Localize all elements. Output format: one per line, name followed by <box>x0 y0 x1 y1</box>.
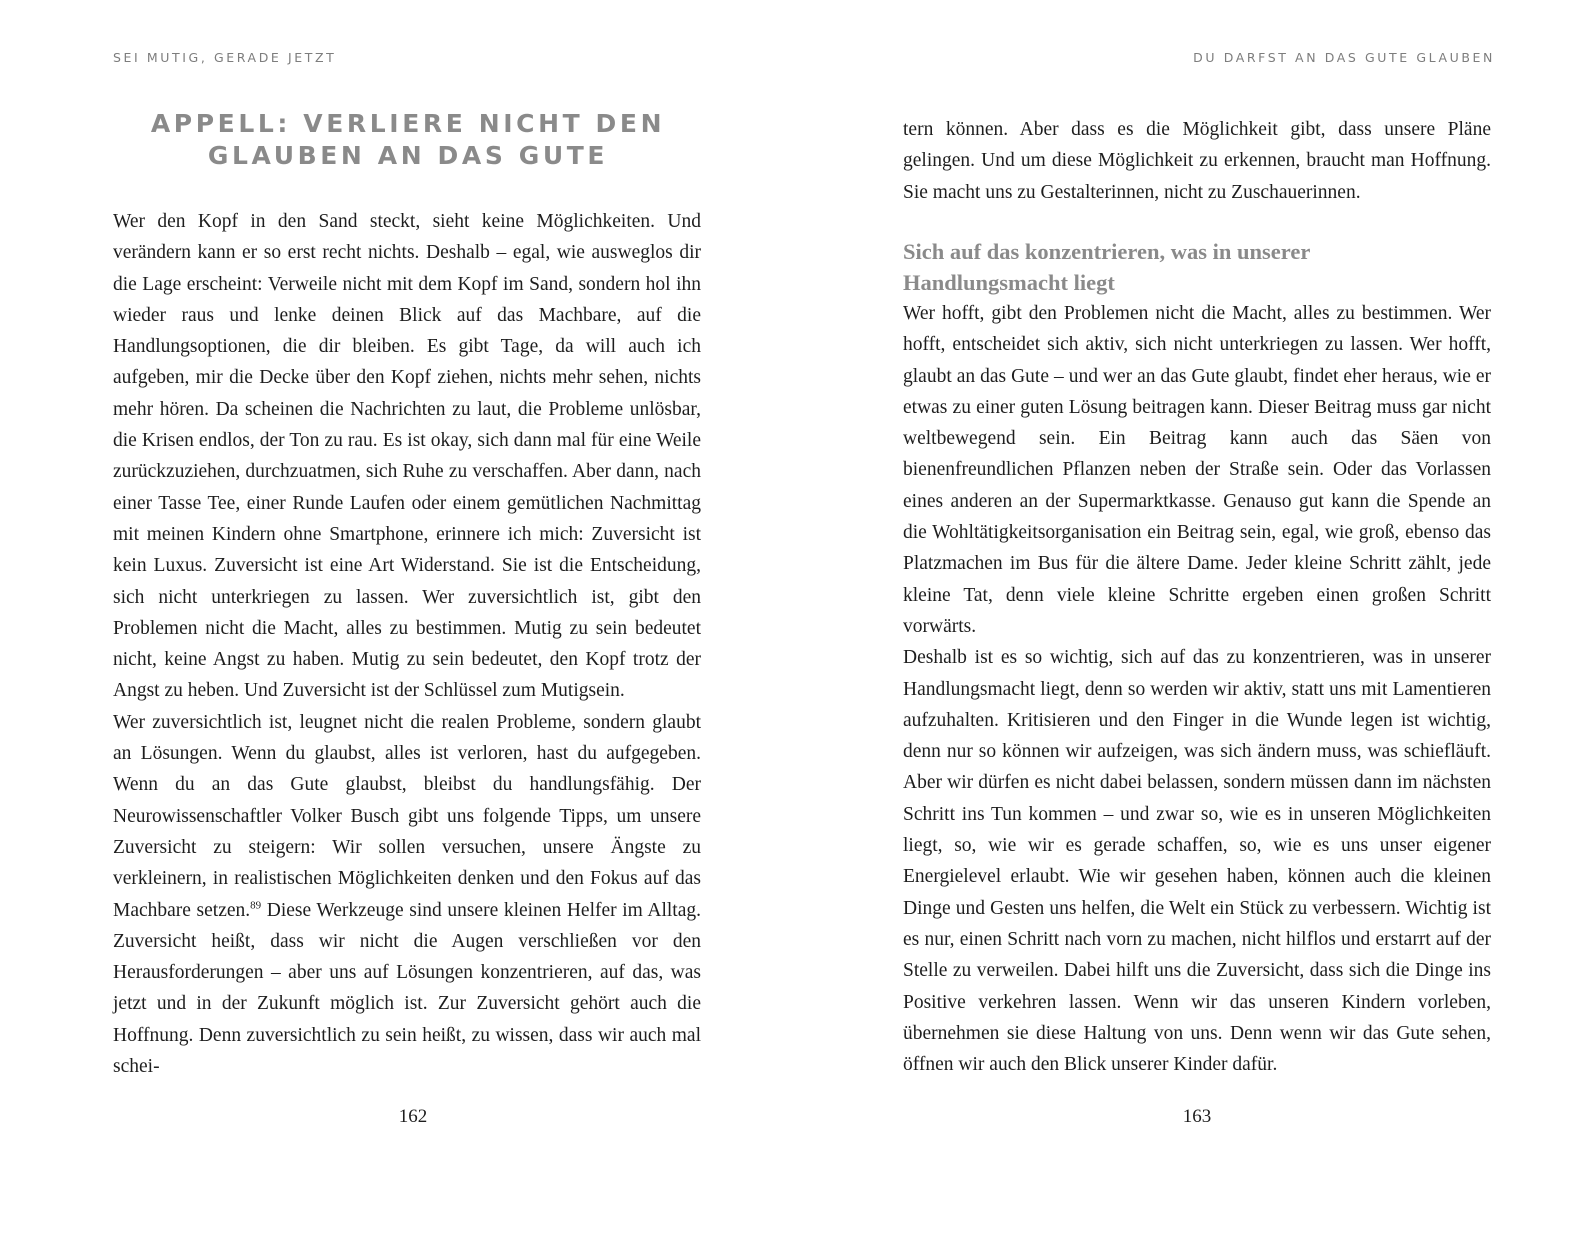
left-body-text <box>113 206 701 1082</box>
right-page <box>797 0 1594 1240</box>
right-paragraph-2: Wer hofft, gibt den Problemen nicht die Macht, alles zu bestimmen. Wer hofft, entscheidet sich aktiv, sich nicht unterkriegen zu lassen. Wer hofft, glaubt an das Gute – und wer an das Gute glaubt, findet eher heraus, wie er etwas zu einer guten Lösung beitragen kann. Dieser Beitrag muss gar nicht weltbewegend sein. Ein Beitrag kann auch das Säen von bienenfreundlichen Pflanzen neben der Straße sein. Oder das Vorlassen eines anderen an der Supermarktkasse. Genauso gut kann die Spende an die Wohltätigkeitsorganisation ein Beitrag sein, egal, wie groß, ebenso das Platzmachen im Bus für die ältere Dame. Jeder kleine Schritt zählt, jede kleine Tat, denn viele kleine Schritte ergeben einen großen Schritt vorwärts. <box>903 303 1491 637</box>
subheading-line-1: Sich auf das konzentrieren, was in unserer <box>903 239 1311 264</box>
left-paragraph-2 <box>113 707 701 1083</box>
running-head-right: DU DARFST AN DAS GUTE GLAUBEN <box>1193 50 1495 65</box>
page-number-right: 163 <box>1182 1106 1212 1127</box>
right-body-text-top <box>903 114 1491 208</box>
section-subheading <box>903 236 1503 298</box>
footnote-marker[interactable]: 89 <box>250 899 262 912</box>
right-body-text-bottom <box>903 298 1491 1080</box>
chapter-title-line-2: GLAUBEN AN DAS GUTE <box>207 141 609 170</box>
subheading-line-2: Handlungsmacht liegt <box>903 270 1115 295</box>
page-number-left: 162 <box>398 1106 428 1127</box>
chapter-title-line-1: APPELL: VERLIERE NICHT DEN <box>150 109 666 138</box>
right-paragraph-1: tern können. Aber dass es die Möglichkeit gibt, dass unsere Pläne gelingen. Und um diese Möglichkeit zu erkennen, braucht man Hoffnung. Sie macht uns zu Gestalterinnen, nicht zu Zuschauerinnen. <box>903 119 1491 203</box>
chapter-title <box>113 108 703 172</box>
left-paragraph-1: Wer den Kopf in den Sand steckt, sieht keine Möglichkeiten. Und verändern kann er so erst recht nichts. Deshalb – egal, wie ausweglos dir die Lage erscheint: Verweile nicht mit dem Kopf im Sand, sondern hol ihn wieder raus und lenke deinen Blick auf das Machbare, auf die Handlungsoptionen, die dir bleiben. Es gibt Tage, da will auch ich aufgeben, mir die Decke über den Kopf ziehen, nichts mehr sehen, nichts mehr hören. Da scheinen die Nachrichten zu laut, die Probleme unlösbar, die Krisen endlos, der Ton zu rau. Es ist okay, sich dann mal für eine Weile zurückzuziehen, durchzuatmen, sich Ruhe zu verschaffen. Aber dann, nach einer Tasse Tee, einer Runde Laufen oder einem gemütlichen Nachmittag mit meinen Kindern ohne Smartphone, erinnere ich mich: Zuversicht ist kein Luxus. Zuversicht ist eine Art Widerstand. Sie ist die Entscheidung, sich nicht unterkriegen zu lassen. Wer zuversichtlich ist, gibt den Problemen nicht die Macht, alles zu bestimmen. Mutig zu sein bedeutet nicht, keine Angst zu haben. Mutig zu sein bedeutet, den Kopf trotz der Angst zu heben. Und Zuversicht ist der Schlüssel zum Mutigsein. <box>113 211 701 702</box>
left-paragraph-2-part-2: Diese Werkzeuge sind unsere kleinen Helfer im Alltag. Zuversicht heißt, dass wir nicht die Augen verschließen vor den Herausforderungen – aber uns auf Lösungen konzentrieren, auf das, was jetzt und in der Zukunft möglich ist. Zur Zuversicht gehört auch die Hoffnung. Denn zuversichtlich zu sein heißt, zu wissen, dass wir auch mal schei- <box>113 899 701 1078</box>
running-head-left: SEI MUTIG, GERADE JETZT <box>113 50 337 65</box>
left-paragraph-2-part-1: Wer zuversichtlich ist, leugnet nicht die realen Probleme, sondern glaubt an Lösungen. Wenn du glaubst, alles ist verloren, hast du aufgegeben. Wenn du an das Gute glaubst, bleibst du handlungsfähig. Der Neurowissenschaftler Volker Busch gibt uns folgende Tipps, um unsere Zuversicht zu steigern: Wir sollen versuchen, unsere Ängste zu verkleinern, in realistischen Möglichkeiten denken und den Fokus auf das Machbare setzen. <box>113 711 701 921</box>
right-paragraph-3: Deshalb ist es so wichtig, sich auf das zu konzentrieren, was in unserer Handlungsmacht liegt, denn so werden wir aktiv, statt uns mit Lamentieren aufzuhalten. Kritisieren und den Finger in die Wunde legen ist wichtig, denn nur so können wir aufzeigen, was sich ändern muss, was schiefläuft. Aber wir dürfen es nicht dabei belassen, sondern müssen dann im nächsten Schritt ins Tun kommen – und zwar so, wie es in unseren Möglichkeiten liegt, so, wie wir es gerade schaffen, so, wie es uns unser eigener Energielevel erlaubt. Wie wir gesehen haben, können auch die kleinen Dinge und Gesten uns helfen, die Welt ein Stück zu verbessern. Wichtig ist es nur, einen Schritt nach vorn zu machen, nicht hilflos und erstarrt auf der Stelle zu verweilen. Dabei hilft uns die Zuversicht, dass sich die Dinge ins Positive verkehren lassen. Wenn wir das unseren Kindern vorleben, übernehmen sie diese Haltung von uns. Denn wenn wir das Gute sehen, öffnen wir auch den Blick unserer Kinder dafür. <box>903 647 1491 1076</box>
